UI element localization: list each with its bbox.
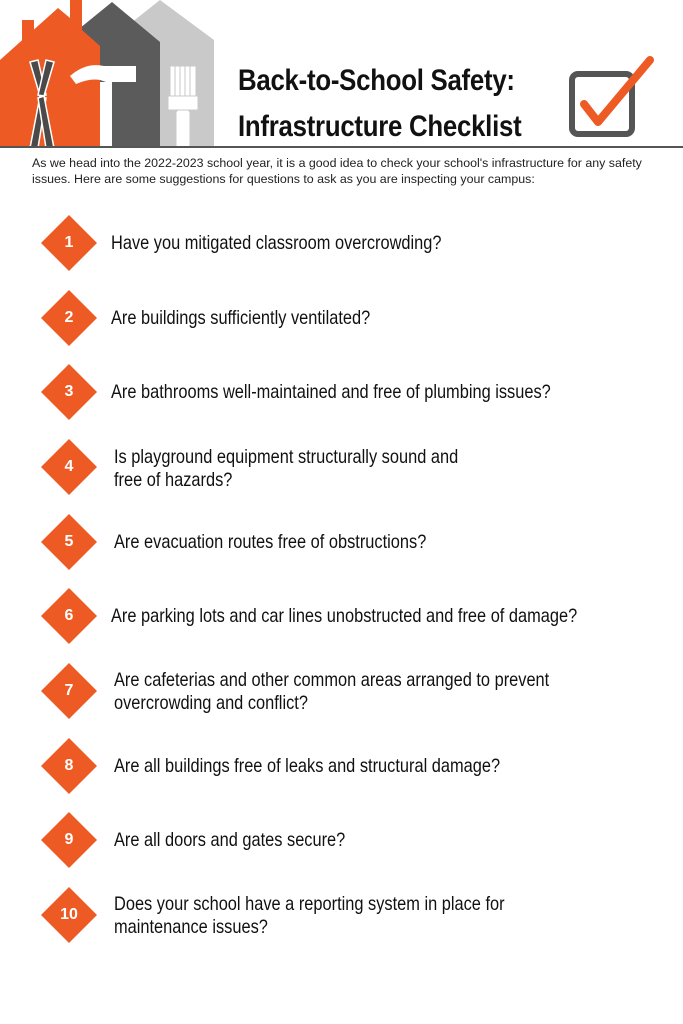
item-question-continued: free of hazards? [114,469,233,491]
checkbox-icon [566,52,656,142]
item-number: 5 [64,533,74,550]
item-question-continued: overcrowding and conflict? [114,692,308,714]
checklist-item [0,662,683,722]
item-question-continued: maintenance issues? [114,916,268,938]
intro-paragraph: As we head into the 2022-2023 school year, it is a good idea to check your school's infrastructure for any safety issues. Here are some suggestions for questions to ask as you are inspecting your campus: [32,156,642,186]
item-number: 8 [64,757,74,774]
item-number: 7 [64,682,74,699]
number-badge [40,363,98,421]
number-badge [40,587,98,645]
item-number: 10 [60,906,78,923]
item-number: 1 [64,234,74,251]
item-number: 4 [64,458,74,475]
number-badge [40,886,98,944]
header-illustration [0,0,230,148]
number-badge [40,811,98,869]
item-question: Have you mitigated classroom overcrowding? [111,232,442,254]
number-badge [40,662,98,720]
checklist-item [0,737,683,797]
checklist-item [0,363,683,423]
checklist-item [0,587,683,647]
checklist-item [0,886,683,946]
item-question: Are bathrooms well-maintained and free of plumbing issues? [111,381,551,403]
item-question: Are all buildings free of leaks and structural damage? [114,755,501,777]
page-title-line-2: Infrastructure Checklist [238,110,522,143]
number-badge [40,438,98,496]
number-badge [40,214,98,272]
checklist-item [0,289,683,349]
item-number: 3 [64,383,74,400]
number-badge [40,289,98,347]
item-question: Does your school have a reporting system in place for [114,893,505,915]
item-number: 6 [64,607,74,624]
item-question: Is playground equipment structurally sound and [114,446,459,468]
item-number: 9 [64,831,74,848]
item-question: Are evacuation routes free of obstructions? [114,531,427,553]
number-badge [40,513,98,571]
item-question: Are buildings sufficiently ventilated? [111,307,371,329]
item-question: Are cafeterias and other common areas arranged to prevent [114,669,550,691]
item-question: Are all doors and gates secure? [114,829,346,851]
page-title-line-1: Back-to-School Safety: [238,64,515,97]
checklist-item [0,811,683,871]
checklist-item [0,438,683,498]
checklist-item [0,513,683,573]
header-divider [0,146,683,148]
item-number: 2 [64,309,74,326]
number-badge [40,737,98,795]
item-question: Are parking lots and car lines unobstructed and free of damage? [111,605,578,627]
checklist-item [0,214,683,274]
